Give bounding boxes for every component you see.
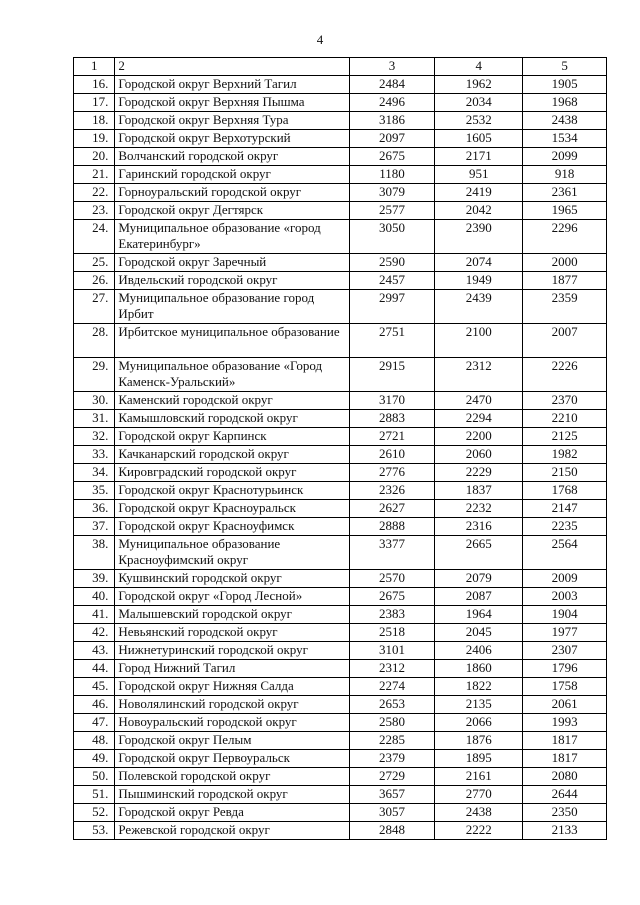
- municipality-name-cell: Городской округ Пелым: [115, 732, 349, 750]
- value-col-5-cell: 1817: [523, 750, 607, 768]
- row-number-cell: 35.: [74, 482, 115, 500]
- municipality-name-cell: Городской округ Верхняя Тура: [115, 112, 349, 130]
- row-number-cell: 34.: [74, 464, 115, 482]
- row-number-cell: 48.: [74, 732, 115, 750]
- row-number-cell: 53.: [74, 822, 115, 840]
- table-row: [74, 642, 607, 660]
- table-row: [74, 202, 607, 220]
- municipality-name-cell: Кушвинский городской округ: [115, 570, 349, 588]
- row-number-cell: 47.: [74, 714, 115, 732]
- value-col-3-cell: 2312: [349, 660, 435, 678]
- value-col-4-cell: 2294: [435, 410, 523, 428]
- table-header-row: [74, 58, 607, 76]
- row-number-cell: 49.: [74, 750, 115, 768]
- value-col-5-cell: 2009: [523, 570, 607, 588]
- table-body: [74, 76, 607, 840]
- value-col-5-cell: 1768: [523, 482, 607, 500]
- value-col-3-cell: 2883: [349, 410, 435, 428]
- table-row: [74, 750, 607, 768]
- municipality-name-cell: Режевской городской округ: [115, 822, 349, 840]
- row-number-cell: 40.: [74, 588, 115, 606]
- value-col-3-cell: 2997: [349, 290, 435, 324]
- row-number-cell: 24.: [74, 220, 115, 254]
- page-number: 4: [316, 32, 324, 47]
- table-row: [74, 166, 607, 184]
- row-number-cell: 16.: [74, 76, 115, 94]
- value-col-5-cell: 2296: [523, 220, 607, 254]
- value-col-4-cell: 2200: [435, 428, 523, 446]
- value-col-4-cell: 1605: [435, 130, 523, 148]
- value-col-5-cell: 2226: [523, 358, 607, 392]
- value-col-5-cell: 2644: [523, 786, 607, 804]
- municipality-name-cell: Городской округ Красноуральск: [115, 500, 349, 518]
- row-number-cell: 27.: [74, 290, 115, 324]
- municipality-name-cell: Пышминский городской округ: [115, 786, 349, 804]
- municipality-name-cell: Ирбитское муниципальное образование: [115, 324, 349, 358]
- table-row: [74, 148, 607, 166]
- value-col-5-cell: 1904: [523, 606, 607, 624]
- value-col-4-cell: 2066: [435, 714, 523, 732]
- table-row: [74, 392, 607, 410]
- value-col-4-cell: 2316: [435, 518, 523, 536]
- header-col-3: 3: [349, 58, 435, 76]
- municipality-name-cell: Новоуральский городской округ: [115, 714, 349, 732]
- municipality-name-cell: Каменский городской округ: [115, 392, 349, 410]
- value-col-4-cell: 2045: [435, 624, 523, 642]
- value-col-5-cell: 2235: [523, 518, 607, 536]
- value-col-3-cell: 2379: [349, 750, 435, 768]
- value-col-4-cell: 2135: [435, 696, 523, 714]
- table-row: [74, 410, 607, 428]
- municipality-name-cell: Городской округ Карпинск: [115, 428, 349, 446]
- value-col-4-cell: 2770: [435, 786, 523, 804]
- value-col-5-cell: 2359: [523, 290, 607, 324]
- table-row: [74, 714, 607, 732]
- header-col-5: 5: [523, 58, 607, 76]
- table-row: [74, 500, 607, 518]
- value-col-5-cell: 1796: [523, 660, 607, 678]
- row-number-cell: 38.: [74, 536, 115, 570]
- value-col-4-cell: 1860: [435, 660, 523, 678]
- table-row: [74, 324, 607, 358]
- table-row: [74, 660, 607, 678]
- value-col-5-cell: 2564: [523, 536, 607, 570]
- value-col-5-cell: 1965: [523, 202, 607, 220]
- value-col-4-cell: 2229: [435, 464, 523, 482]
- table-row: [74, 184, 607, 202]
- table-row: [74, 482, 607, 500]
- value-col-4-cell: 2222: [435, 822, 523, 840]
- value-col-4-cell: 2034: [435, 94, 523, 112]
- value-col-3-cell: 2729: [349, 768, 435, 786]
- value-col-3-cell: 2326: [349, 482, 435, 500]
- municipality-name-cell: Городской округ Краснотурьинск: [115, 482, 349, 500]
- municipality-name-cell: Городской округ Верхотурский: [115, 130, 349, 148]
- municipality-name-cell: Муниципальное образование «Город Каменск-Уральский»: [115, 358, 349, 392]
- row-number-cell: 26.: [74, 272, 115, 290]
- row-number-cell: 18.: [74, 112, 115, 130]
- value-col-3-cell: 2915: [349, 358, 435, 392]
- table-row: [74, 732, 607, 750]
- municipality-name-cell: Полевской городской округ: [115, 768, 349, 786]
- value-col-4-cell: 2161: [435, 768, 523, 786]
- value-col-5-cell: 1877: [523, 272, 607, 290]
- municipality-name-cell: Городской округ Верхняя Пышма: [115, 94, 349, 112]
- municipality-name-cell: Невьянский городской округ: [115, 624, 349, 642]
- row-number-cell: 22.: [74, 184, 115, 202]
- municipality-name-cell: Нижнетуринский городской округ: [115, 642, 349, 660]
- value-col-3-cell: 2776: [349, 464, 435, 482]
- municipality-name-cell: Городской округ Нижняя Салда: [115, 678, 349, 696]
- row-number-cell: 33.: [74, 446, 115, 464]
- value-col-4-cell: 2419: [435, 184, 523, 202]
- row-number-cell: 41.: [74, 606, 115, 624]
- table-row: [74, 536, 607, 570]
- data-table: [73, 57, 607, 840]
- municipality-name-cell: Малышевский городской округ: [115, 606, 349, 624]
- value-col-5-cell: 2307: [523, 642, 607, 660]
- value-col-3-cell: 3050: [349, 220, 435, 254]
- municipality-name-cell: Муниципальное образование Красноуфимский округ: [115, 536, 349, 570]
- value-col-3-cell: 2888: [349, 518, 435, 536]
- table-row: [74, 220, 607, 254]
- value-col-5-cell: 1905: [523, 76, 607, 94]
- header-col-4: 4: [435, 58, 523, 76]
- value-col-3-cell: 2496: [349, 94, 435, 112]
- table-row: [74, 588, 607, 606]
- row-number-cell: 19.: [74, 130, 115, 148]
- row-number-cell: 30.: [74, 392, 115, 410]
- value-col-5-cell: 1968: [523, 94, 607, 112]
- row-number-cell: 25.: [74, 254, 115, 272]
- value-col-4-cell: 1895: [435, 750, 523, 768]
- table-row: [74, 804, 607, 822]
- value-col-5-cell: 2080: [523, 768, 607, 786]
- row-number-cell: 39.: [74, 570, 115, 588]
- value-col-5-cell: 918: [523, 166, 607, 184]
- value-col-4-cell: 2232: [435, 500, 523, 518]
- row-number-cell: 23.: [74, 202, 115, 220]
- row-number-cell: 51.: [74, 786, 115, 804]
- value-col-3-cell: 3377: [349, 536, 435, 570]
- value-col-3-cell: 2580: [349, 714, 435, 732]
- value-col-5-cell: 2210: [523, 410, 607, 428]
- value-col-5-cell: 2125: [523, 428, 607, 446]
- table-row: [74, 130, 607, 148]
- municipality-name-cell: Кировградский городской округ: [115, 464, 349, 482]
- value-col-3-cell: 2484: [349, 76, 435, 94]
- row-number-cell: 29.: [74, 358, 115, 392]
- table-row: [74, 272, 607, 290]
- value-col-5-cell: 1817: [523, 732, 607, 750]
- value-col-3-cell: 3170: [349, 392, 435, 410]
- value-col-4-cell: 951: [435, 166, 523, 184]
- row-number-cell: 44.: [74, 660, 115, 678]
- value-col-4-cell: 2074: [435, 254, 523, 272]
- municipality-name-cell: Горноуральский городской округ: [115, 184, 349, 202]
- table-row: [74, 112, 607, 130]
- municipality-name-cell: Ивдельский городской округ: [115, 272, 349, 290]
- header-col-1: 1: [74, 58, 115, 76]
- value-col-4-cell: 1949: [435, 272, 523, 290]
- value-col-4-cell: 2087: [435, 588, 523, 606]
- value-col-4-cell: 2079: [435, 570, 523, 588]
- value-col-4-cell: 2406: [435, 642, 523, 660]
- value-col-3-cell: 2518: [349, 624, 435, 642]
- value-col-5-cell: 2061: [523, 696, 607, 714]
- value-col-4-cell: 2439: [435, 290, 523, 324]
- value-col-4-cell: 2665: [435, 536, 523, 570]
- value-col-3-cell: 2577: [349, 202, 435, 220]
- value-col-5-cell: 1993: [523, 714, 607, 732]
- municipality-name-cell: Новолялинский городской округ: [115, 696, 349, 714]
- value-col-4-cell: 2532: [435, 112, 523, 130]
- municipality-name-cell: Городской округ «Город Лесной»: [115, 588, 349, 606]
- municipality-name-cell: Городской округ Ревда: [115, 804, 349, 822]
- value-col-4-cell: 1962: [435, 76, 523, 94]
- value-col-3-cell: 2274: [349, 678, 435, 696]
- municipality-name-cell: Камышловский городской округ: [115, 410, 349, 428]
- value-col-5-cell: 2370: [523, 392, 607, 410]
- table-row: [74, 678, 607, 696]
- value-col-5-cell: 2361: [523, 184, 607, 202]
- value-col-3-cell: 2570: [349, 570, 435, 588]
- value-col-3-cell: 1180: [349, 166, 435, 184]
- row-number-cell: 45.: [74, 678, 115, 696]
- value-col-3-cell: 2285: [349, 732, 435, 750]
- municipality-name-cell: Муниципальное образование город Ирбит: [115, 290, 349, 324]
- row-number-cell: 52.: [74, 804, 115, 822]
- municipality-name-cell: Город Нижний Тагил: [115, 660, 349, 678]
- value-col-4-cell: 1837: [435, 482, 523, 500]
- table-row: [74, 254, 607, 272]
- table-row: [74, 464, 607, 482]
- value-col-4-cell: 2312: [435, 358, 523, 392]
- value-col-3-cell: 3657: [349, 786, 435, 804]
- table-row: [74, 822, 607, 840]
- row-number-cell: 17.: [74, 94, 115, 112]
- value-col-3-cell: 3101: [349, 642, 435, 660]
- table-row: [74, 570, 607, 588]
- row-number-cell: 32.: [74, 428, 115, 446]
- table-row: [74, 76, 607, 94]
- municipality-name-cell: Муниципальное образование «город Екатеринбург»: [115, 220, 349, 254]
- value-col-3-cell: 2848: [349, 822, 435, 840]
- value-col-4-cell: 2042: [435, 202, 523, 220]
- municipality-name-cell: Городской округ Дегтярск: [115, 202, 349, 220]
- table-row: [74, 606, 607, 624]
- row-number-cell: 37.: [74, 518, 115, 536]
- value-col-5-cell: 1758: [523, 678, 607, 696]
- table-row: [74, 518, 607, 536]
- municipality-name-cell: Городской округ Красноуфимск: [115, 518, 349, 536]
- row-number-cell: 50.: [74, 768, 115, 786]
- municipality-name-cell: Городской округ Заречный: [115, 254, 349, 272]
- value-col-3-cell: 2653: [349, 696, 435, 714]
- value-col-3-cell: 2627: [349, 500, 435, 518]
- value-col-3-cell: 3079: [349, 184, 435, 202]
- value-col-3-cell: 2721: [349, 428, 435, 446]
- value-col-4-cell: 2470: [435, 392, 523, 410]
- value-col-3-cell: 2675: [349, 148, 435, 166]
- value-col-5-cell: 2150: [523, 464, 607, 482]
- value-col-3-cell: 2097: [349, 130, 435, 148]
- row-number-cell: 20.: [74, 148, 115, 166]
- value-col-5-cell: 2099: [523, 148, 607, 166]
- value-col-5-cell: 2350: [523, 804, 607, 822]
- value-col-3-cell: 2590: [349, 254, 435, 272]
- table-row: [74, 94, 607, 112]
- header-col-2: 2: [115, 58, 349, 76]
- row-number-cell: 31.: [74, 410, 115, 428]
- row-number-cell: 42.: [74, 624, 115, 642]
- value-col-4-cell: 1822: [435, 678, 523, 696]
- table-row: [74, 358, 607, 392]
- row-number-cell: 21.: [74, 166, 115, 184]
- value-col-4-cell: 2390: [435, 220, 523, 254]
- table-row: [74, 428, 607, 446]
- value-col-4-cell: 2438: [435, 804, 523, 822]
- value-col-5-cell: 2007: [523, 324, 607, 358]
- table-row: [74, 290, 607, 324]
- value-col-3-cell: 3186: [349, 112, 435, 130]
- table-row: [74, 696, 607, 714]
- municipality-name-cell: Городской округ Верхний Тагил: [115, 76, 349, 94]
- value-col-3-cell: 2457: [349, 272, 435, 290]
- value-col-5-cell: 1534: [523, 130, 607, 148]
- value-col-5-cell: 2133: [523, 822, 607, 840]
- row-number-cell: 46.: [74, 696, 115, 714]
- value-col-3-cell: 2610: [349, 446, 435, 464]
- municipality-name-cell: Городской округ Первоуральск: [115, 750, 349, 768]
- value-col-4-cell: 1964: [435, 606, 523, 624]
- row-number-cell: 36.: [74, 500, 115, 518]
- municipality-name-cell: Волчанский городской округ: [115, 148, 349, 166]
- value-col-5-cell: 2000: [523, 254, 607, 272]
- value-col-4-cell: 2100: [435, 324, 523, 358]
- table-row: [74, 446, 607, 464]
- value-col-5-cell: 1977: [523, 624, 607, 642]
- value-col-3-cell: 2751: [349, 324, 435, 358]
- municipality-name-cell: Качканарский городской округ: [115, 446, 349, 464]
- value-col-5-cell: 2003: [523, 588, 607, 606]
- table-row: [74, 624, 607, 642]
- table-row: [74, 768, 607, 786]
- value-col-5-cell: 2147: [523, 500, 607, 518]
- value-col-4-cell: 2171: [435, 148, 523, 166]
- table-row: [74, 786, 607, 804]
- value-col-3-cell: 2675: [349, 588, 435, 606]
- value-col-4-cell: 1876: [435, 732, 523, 750]
- value-col-5-cell: 1982: [523, 446, 607, 464]
- value-col-5-cell: 2438: [523, 112, 607, 130]
- value-col-3-cell: 3057: [349, 804, 435, 822]
- row-number-cell: 28.: [74, 324, 115, 358]
- value-col-4-cell: 2060: [435, 446, 523, 464]
- row-number-cell: 43.: [74, 642, 115, 660]
- value-col-3-cell: 2383: [349, 606, 435, 624]
- municipality-name-cell: Гаринский городской округ: [115, 166, 349, 184]
